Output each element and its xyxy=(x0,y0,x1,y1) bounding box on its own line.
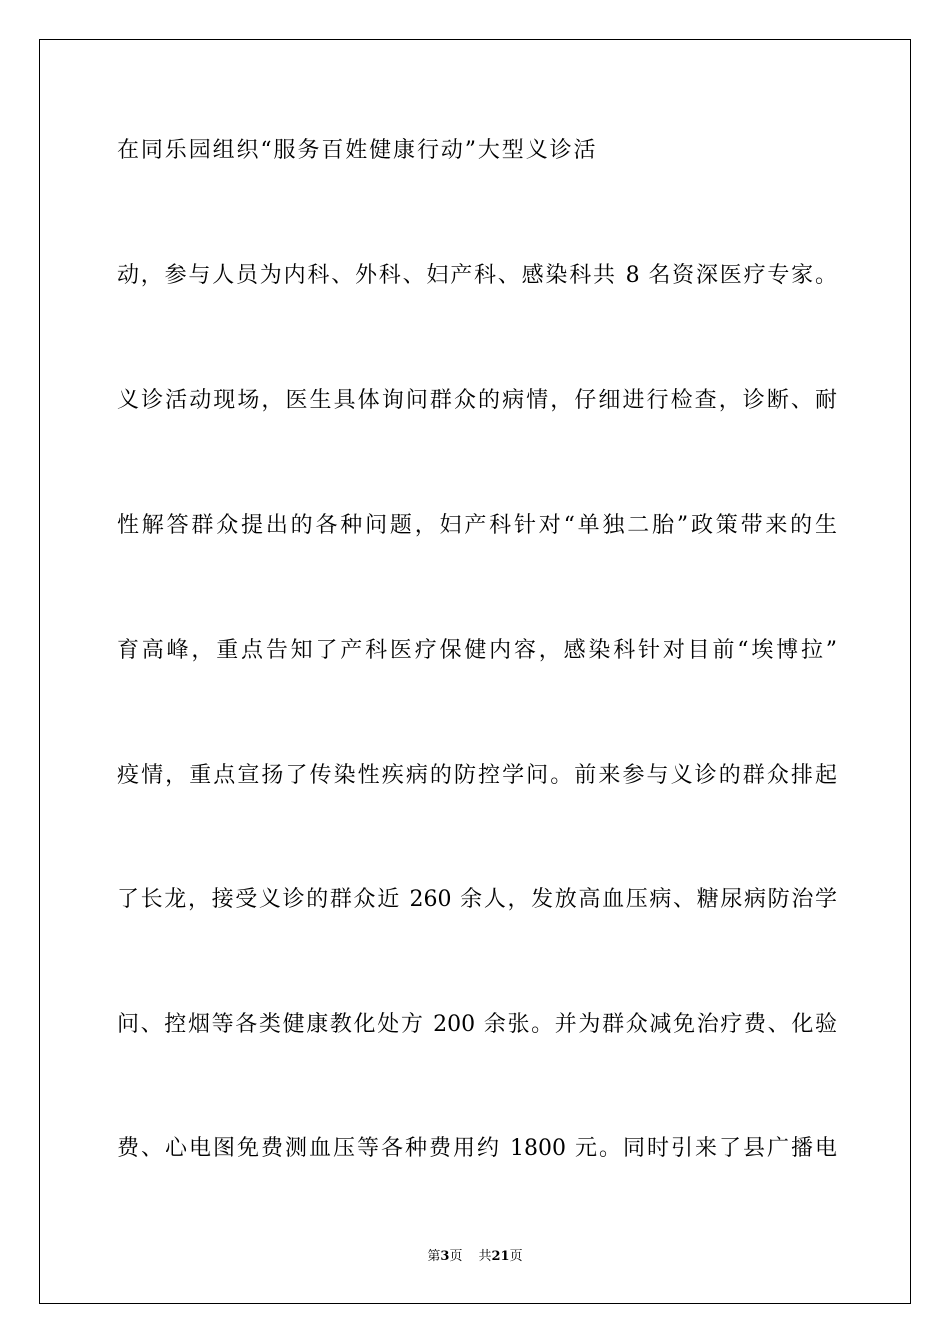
body-line-1: 在同乐园组织“服务百姓健康行动”大型义诊活 xyxy=(117,138,598,163)
body-line-8: 问、控烟等各类健康教化处方 200 余张。并为群众减免治疗费、化验 xyxy=(117,1012,837,1037)
footer-total-unit: 页 xyxy=(509,1249,523,1264)
body-line-3: 义诊活动现场，医生具体询问群众的病情，仔细进行检查，诊断、耐 xyxy=(117,388,837,413)
page-footer xyxy=(0,1248,950,1266)
footer-page-prefix: 第 xyxy=(427,1249,441,1264)
body-line-6: 疫情，重点宣扬了传染性疾病的防控学问。前来参与义诊的群众排起 xyxy=(117,763,837,788)
footer-page-total: 21 xyxy=(491,1249,510,1264)
footer-page-unit: 页 xyxy=(449,1249,463,1264)
body-line-7: 了长龙，接受义诊的群众近 260 余人，发放高血压病、糖尿病防治学 xyxy=(117,887,837,912)
body-line-2: 动，参与人员为内科、外科、妇产科、感染科共 8 名资深医疗专家。 xyxy=(117,263,837,288)
body-line-9: 费、心电图免费测血压等各种费用约 1800 元。同时引来了县广播电 xyxy=(117,1136,837,1161)
footer-total-prefix: 共 xyxy=(478,1249,492,1264)
body-line-4: 性解答群众提出的各种问题，妇产科针对“单独二胎”政策带来的生 xyxy=(117,513,837,538)
footer-page-current: 3 xyxy=(440,1249,450,1264)
page-border xyxy=(39,39,911,1304)
body-line-5: 育高峰，重点告知了产科医疗保健内容，感染科针对目前“埃博拉” xyxy=(117,638,837,663)
